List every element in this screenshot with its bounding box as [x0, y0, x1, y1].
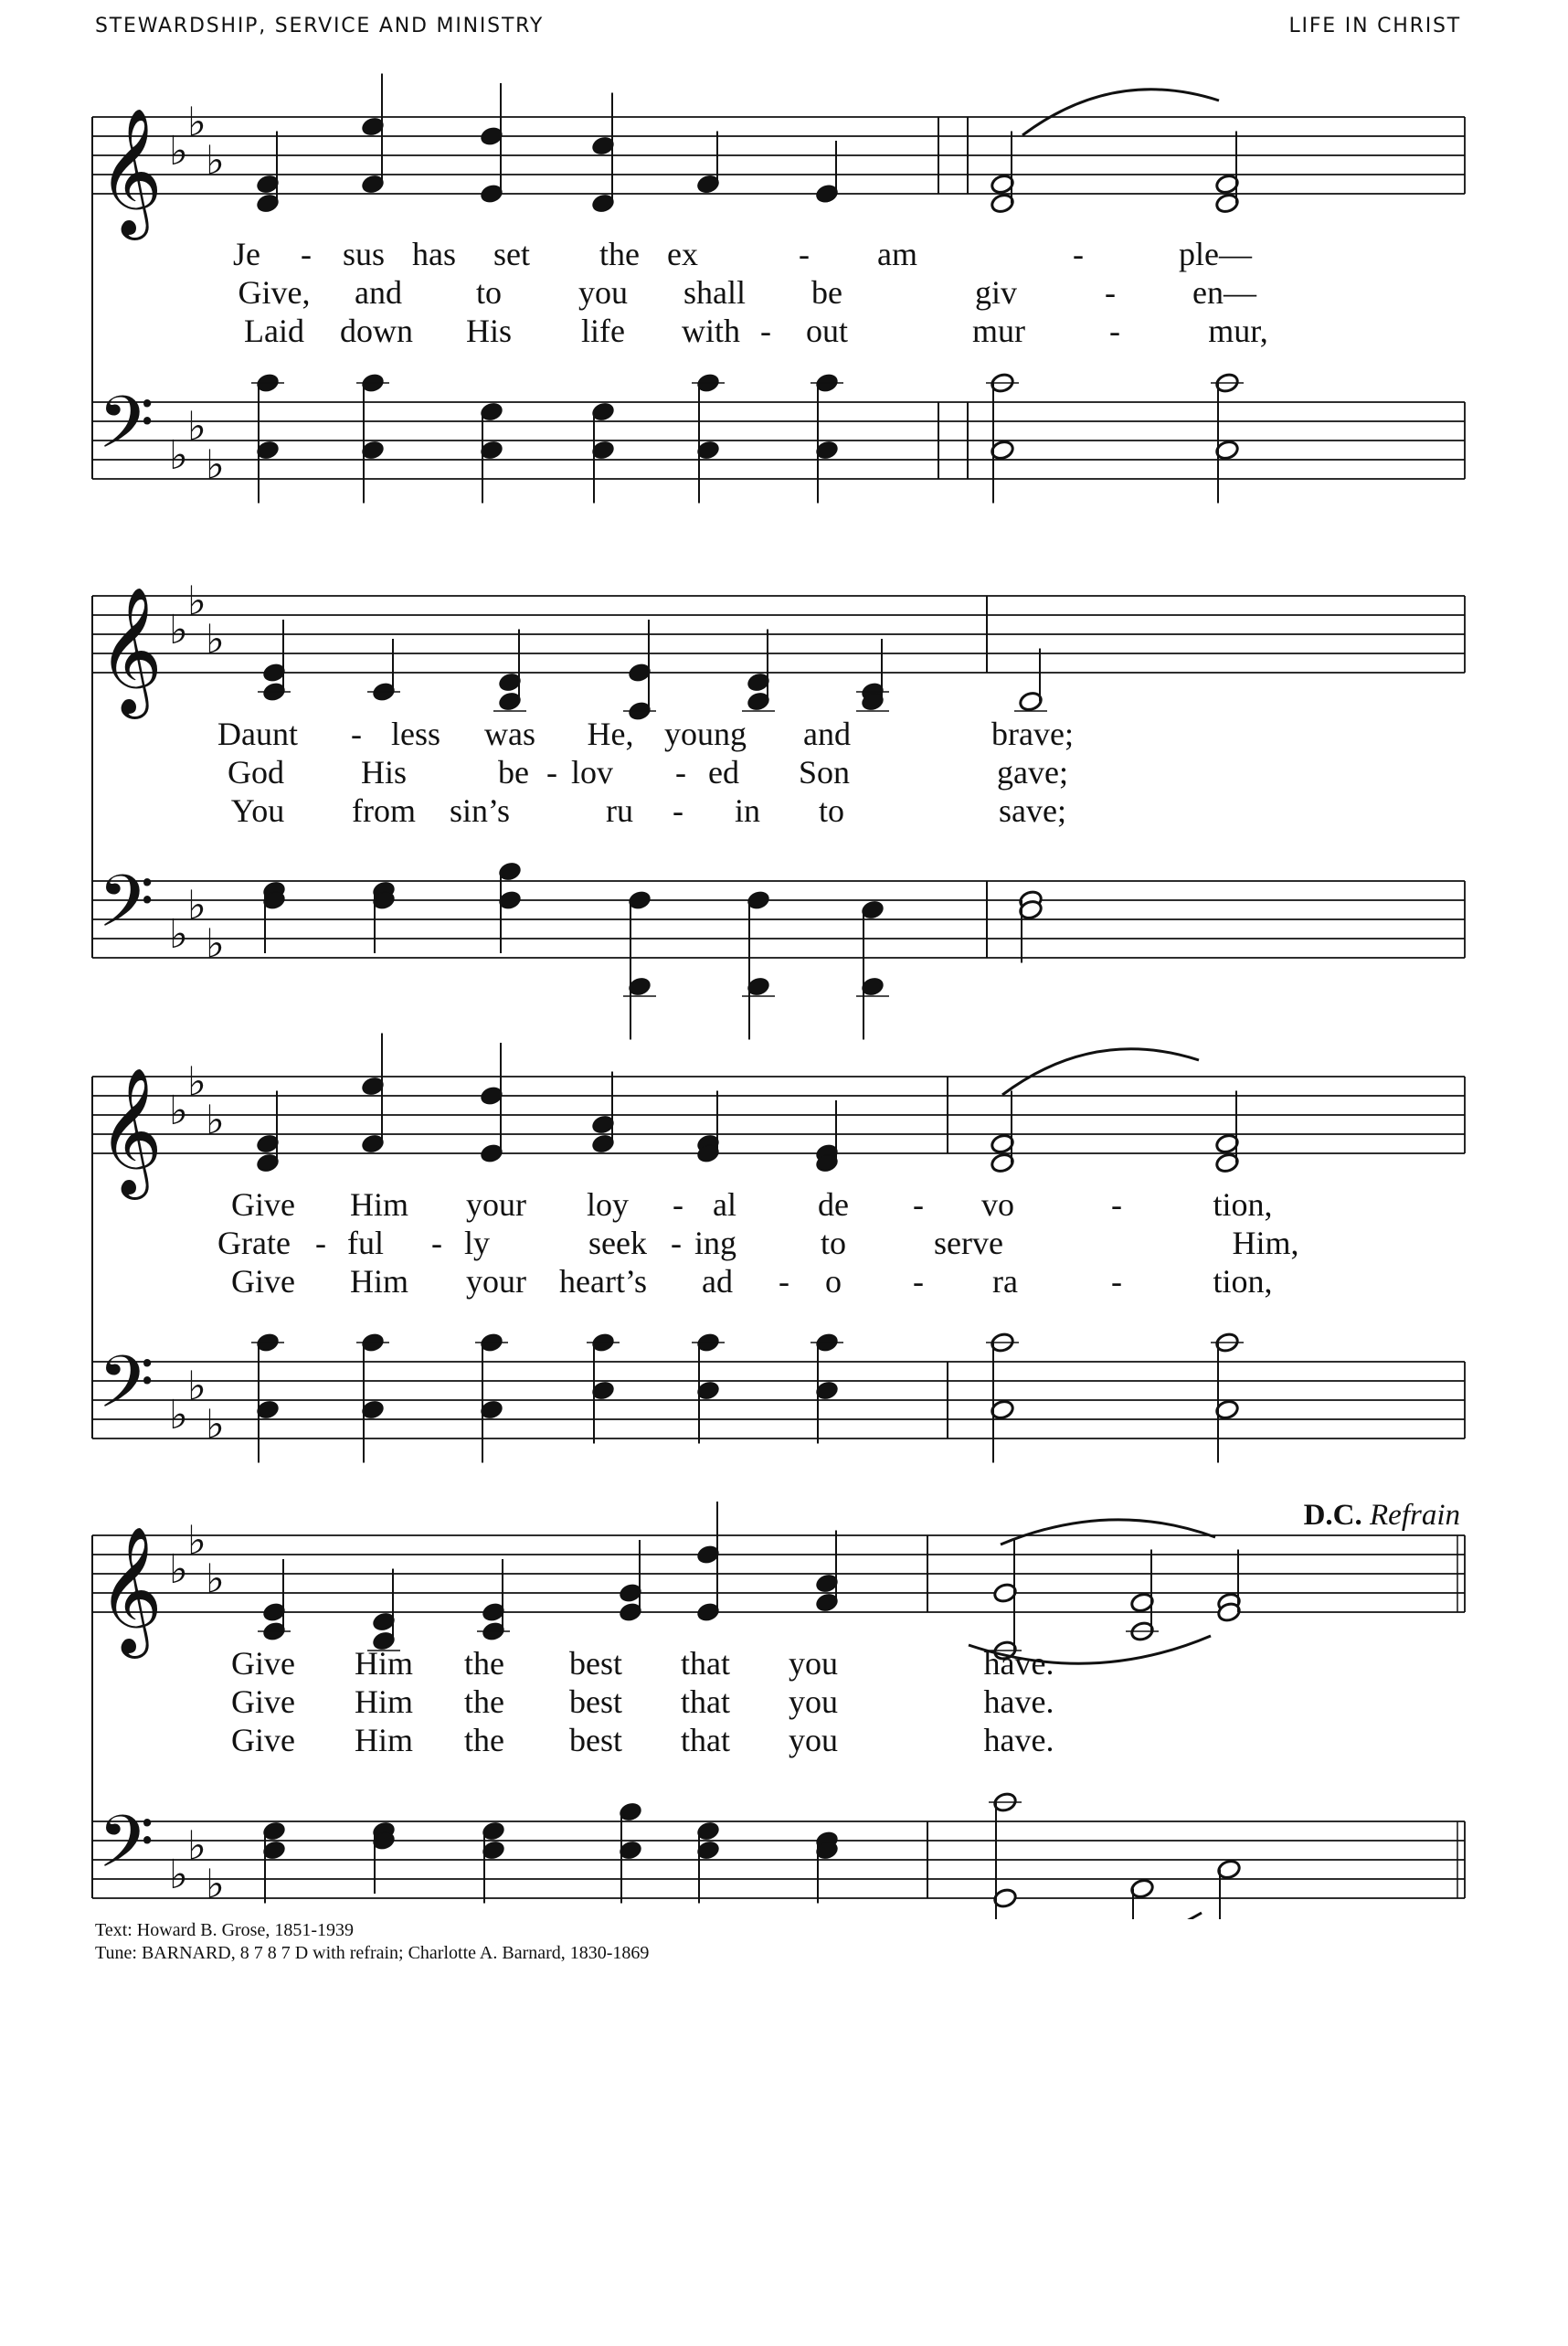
- system-2: [92, 579, 1465, 1040]
- lyric-syllable: -: [1105, 274, 1116, 311]
- lyric-line-2: [231, 1683, 1054, 1720]
- flat-icon: ♭: [206, 137, 225, 185]
- lyric-syllable: ru: [606, 792, 633, 829]
- lyric-syllable: you: [578, 274, 628, 311]
- lyric-syllable: His: [465, 313, 513, 349]
- lyric-syllable: vo: [981, 1186, 1014, 1223]
- lyric-syllable: ly: [463, 1225, 491, 1261]
- treble-staff: [92, 596, 1465, 673]
- lyric-syllable: al: [713, 1186, 736, 1223]
- treble-staff: [92, 117, 1465, 194]
- flat-icon: ♭: [187, 578, 207, 625]
- lyric-syllable: set: [493, 236, 530, 272]
- lyric-syllable: -: [760, 313, 771, 349]
- lyric-syllable: to: [820, 1225, 847, 1261]
- flat-icon: ♭: [187, 403, 207, 451]
- flat-icon: ♭: [206, 1861, 225, 1908]
- flat-icon: ♭: [206, 1401, 225, 1449]
- lyric-syllable: less: [391, 716, 440, 752]
- lyric-syllable: -: [673, 1186, 683, 1223]
- flat-icon: ♭: [206, 616, 225, 663]
- bass-clef-icon: 𝄢: [98, 859, 154, 961]
- lyric-syllable: de: [818, 1186, 849, 1223]
- lyric-line-3: [244, 313, 1268, 349]
- bass-staff: [92, 402, 1465, 479]
- lyric-syllable: am: [877, 236, 917, 272]
- lyric-syllable: to: [475, 274, 503, 311]
- lyric-syllable: Son: [798, 754, 851, 791]
- lyric-syllable: o: [825, 1263, 842, 1300]
- lyric-syllable: Give: [231, 1645, 295, 1682]
- lyric-syllable: Him: [354, 1722, 414, 1758]
- lyric-syllable: was: [484, 716, 535, 752]
- lyric-syllable: ex: [667, 236, 698, 272]
- lyric-syllable: you: [789, 1722, 838, 1758]
- lyric-syllable: you: [789, 1683, 838, 1720]
- lyric-syllable: life: [581, 313, 625, 349]
- lyric-syllable: ing: [694, 1225, 737, 1261]
- lyric-syllable: -: [1109, 313, 1120, 349]
- flat-icon: ♭: [169, 432, 188, 479]
- flat-icon: ♭: [206, 920, 225, 968]
- lyric-line-3: [231, 1263, 1273, 1300]
- treble-clef-icon: 𝄞: [98, 1526, 163, 1653]
- lyric-syllable: be: [498, 754, 529, 791]
- lyric-line-1: [231, 1645, 1054, 1682]
- lyric-syllable: the: [599, 236, 640, 272]
- lyric-syllable: to: [818, 792, 845, 829]
- lyric-syllable: -: [1111, 1186, 1122, 1223]
- flat-icon: ♭: [169, 1088, 188, 1134]
- lyric-syllable: and: [803, 716, 851, 752]
- flat-icon: ♭: [206, 441, 225, 489]
- lyric-line-2: [228, 754, 1068, 791]
- lyric-syllable: ra: [992, 1263, 1018, 1300]
- lyric-syllable: and: [355, 274, 402, 311]
- flat-icon: ♭: [187, 882, 207, 929]
- lyric-syllable: your: [466, 1263, 526, 1300]
- lyric-syllable: that: [681, 1683, 730, 1720]
- lyric-syllable: in: [734, 792, 761, 829]
- hymn-credits: [95, 1919, 649, 1965]
- flat-icon: ♭: [206, 1555, 225, 1603]
- lyric-syllable: ad: [702, 1263, 733, 1300]
- flat-icon: ♭: [169, 128, 188, 175]
- lyric-syllable: mur,: [1208, 313, 1268, 349]
- lyric-syllable: have.: [983, 1722, 1054, 1758]
- lyric-syllable: lov: [570, 754, 614, 791]
- lyric-syllable: Give: [231, 1263, 295, 1300]
- lyric-syllable: heart’s: [559, 1263, 647, 1300]
- lyrics: [217, 716, 1074, 829]
- lyric-syllable: that: [681, 1645, 730, 1682]
- lyric-syllable: His: [360, 754, 408, 791]
- lyric-syllable: your: [466, 1186, 526, 1223]
- lyric-syllable: -: [913, 1186, 924, 1223]
- lyric-syllable: -: [675, 754, 686, 791]
- lyric-syllable: serve: [934, 1225, 1003, 1261]
- lyric-syllable: He,: [587, 716, 634, 752]
- bass-clef-icon: 𝄢: [98, 1340, 154, 1442]
- running-head-category: LIFE IN CHRIST: [1288, 15, 1461, 37]
- treble-staff: [92, 1077, 1465, 1153]
- lyric-syllable: -: [913, 1263, 924, 1300]
- slur: [1001, 1520, 1215, 1545]
- lyric-line-1: [217, 716, 1074, 752]
- lyric-syllable: young: [664, 716, 747, 752]
- system-4: [92, 1499, 1465, 1919]
- bass-clef-icon: 𝄢: [98, 1799, 154, 1902]
- lyric-syllable: -: [799, 236, 810, 272]
- lyric-syllable: ful: [347, 1225, 384, 1261]
- lyric-syllable: the: [464, 1645, 504, 1682]
- lyric-syllable: Him,: [1232, 1225, 1299, 1261]
- lyric-syllable: Give: [231, 1683, 295, 1720]
- flat-icon: ♭: [169, 1852, 188, 1898]
- lyric-syllable: gave;: [997, 754, 1068, 791]
- lyric-syllable: best: [569, 1645, 622, 1682]
- flat-icon: ♭: [169, 911, 188, 958]
- lyric-line-1: [231, 1186, 1273, 1223]
- slur: [1022, 90, 1219, 135]
- lyric-syllable: shall: [683, 274, 746, 311]
- slur: [964, 1913, 1202, 1919]
- lyric-syllable: Him: [349, 1263, 409, 1300]
- lyric-syllable: You: [230, 792, 285, 829]
- lyric-syllable: has: [412, 236, 456, 272]
- flat-icon: ♭: [187, 1058, 207, 1106]
- lyric-syllable: Give: [231, 1186, 295, 1223]
- lyric-syllable: ed: [708, 754, 739, 791]
- lyric-line-3: [231, 1722, 1054, 1758]
- lyric-syllable: brave;: [991, 716, 1074, 752]
- flat-icon: ♭: [169, 1392, 188, 1438]
- lyric-syllable: Him: [349, 1186, 409, 1223]
- flat-icon: ♭: [206, 1097, 225, 1144]
- lyric-syllable: -: [431, 1225, 442, 1261]
- flat-icon: ♭: [187, 1363, 207, 1410]
- treble-staff: [92, 1535, 1465, 1612]
- bass-clef-icon: 𝄢: [98, 380, 154, 483]
- lyric-syllable: out: [805, 313, 849, 349]
- lyric-syllable: the: [464, 1722, 504, 1758]
- lyric-syllable: -: [1073, 236, 1084, 272]
- lyric-syllable: mur: [972, 313, 1025, 349]
- lyric-syllable: -: [301, 236, 312, 272]
- lyric-syllable: loy: [586, 1186, 630, 1223]
- lyric-syllable: Him: [354, 1683, 414, 1720]
- treble-clef-icon: 𝄞: [98, 1067, 163, 1194]
- flat-icon: ♭: [169, 607, 188, 653]
- lyric-syllable: with: [681, 313, 741, 349]
- lyric-syllable: -: [1111, 1263, 1122, 1300]
- lyrics: [231, 1645, 1054, 1758]
- lyric-line-2: [238, 274, 1257, 311]
- refrain-mark: Refrain: [1370, 1499, 1460, 1532]
- treble-clef-icon: 𝄞: [98, 587, 163, 714]
- lyric-syllable: Je: [233, 236, 260, 272]
- lyric-syllable: sin’s: [449, 792, 511, 829]
- running-head-section: STEWARDSHIP, SERVICE AND MINISTRY: [95, 15, 545, 37]
- slur: [1002, 1049, 1199, 1095]
- tune-credit: Tune: BARNARD, 8 7 8 7 D with refrain; Charlotte A. Barnard, 1830-1869: [95, 1943, 650, 1963]
- lyric-syllable: have.: [983, 1683, 1054, 1720]
- lyric-syllable: have.: [983, 1645, 1054, 1682]
- system-1: [92, 74, 1465, 504]
- lyric-syllable: -: [673, 792, 683, 829]
- lyric-syllable: best: [569, 1722, 622, 1758]
- lyric-syllable: tion,: [1213, 1263, 1273, 1300]
- lyric-syllable: be: [811, 274, 842, 311]
- lyric-syllable: God: [228, 754, 284, 791]
- bass-staff: [92, 1362, 1465, 1438]
- bass-staff: [92, 881, 1465, 958]
- flat-icon: ♭: [187, 1517, 207, 1565]
- lyric-syllable: tion,: [1213, 1186, 1273, 1223]
- treble-clef-icon: 𝄞: [98, 108, 163, 235]
- lyric-syllable: Grate: [217, 1225, 291, 1261]
- lyric-syllable: en—: [1192, 274, 1256, 311]
- lyric-syllable: you: [789, 1645, 838, 1682]
- flat-icon: ♭: [187, 99, 207, 146]
- dc-mark: D.C.: [1303, 1499, 1371, 1532]
- lyric-syllable: Give: [231, 1722, 295, 1758]
- lyric-syllable: that: [681, 1722, 730, 1758]
- bass-staff: [92, 1821, 1465, 1898]
- lyric-syllable: save;: [999, 792, 1066, 829]
- lyric-syllable: Him: [354, 1645, 414, 1682]
- lyric-syllable: Daunt: [217, 716, 298, 752]
- flat-icon: ♭: [169, 1546, 188, 1593]
- lyric-syllable: -: [671, 1225, 682, 1261]
- lyric-syllable: best: [569, 1683, 622, 1720]
- lyric-syllable: -: [315, 1225, 326, 1261]
- lyric-syllable: Give,: [238, 274, 311, 311]
- lyric-line-1: [233, 236, 1253, 272]
- lyric-syllable: from: [352, 792, 416, 829]
- lyric-syllable: -: [351, 716, 362, 752]
- system-3: [92, 1034, 1465, 1463]
- lyrics: [217, 1186, 1298, 1300]
- lyric-syllable: giv: [974, 274, 1018, 311]
- lyric-line-3: [231, 792, 1066, 829]
- flat-icon: ♭: [187, 1822, 207, 1870]
- lyric-syllable: the: [464, 1683, 504, 1720]
- lyric-syllable: seek: [588, 1225, 647, 1261]
- lyric-syllable: down: [340, 313, 413, 349]
- lyric-syllable: -: [779, 1263, 789, 1300]
- lyric-syllable: sus: [342, 236, 386, 272]
- lyrics: [233, 236, 1268, 349]
- text-credit: Text: Howard B. Grose, 1851-1939: [95, 1920, 354, 1940]
- lyric-syllable: -: [546, 754, 557, 791]
- lyric-syllable: ple—: [1179, 236, 1252, 272]
- dc-refrain-direction: [1304, 1499, 1460, 1532]
- lyric-syllable: Laid: [244, 313, 304, 349]
- lyric-line-2: [217, 1225, 1298, 1261]
